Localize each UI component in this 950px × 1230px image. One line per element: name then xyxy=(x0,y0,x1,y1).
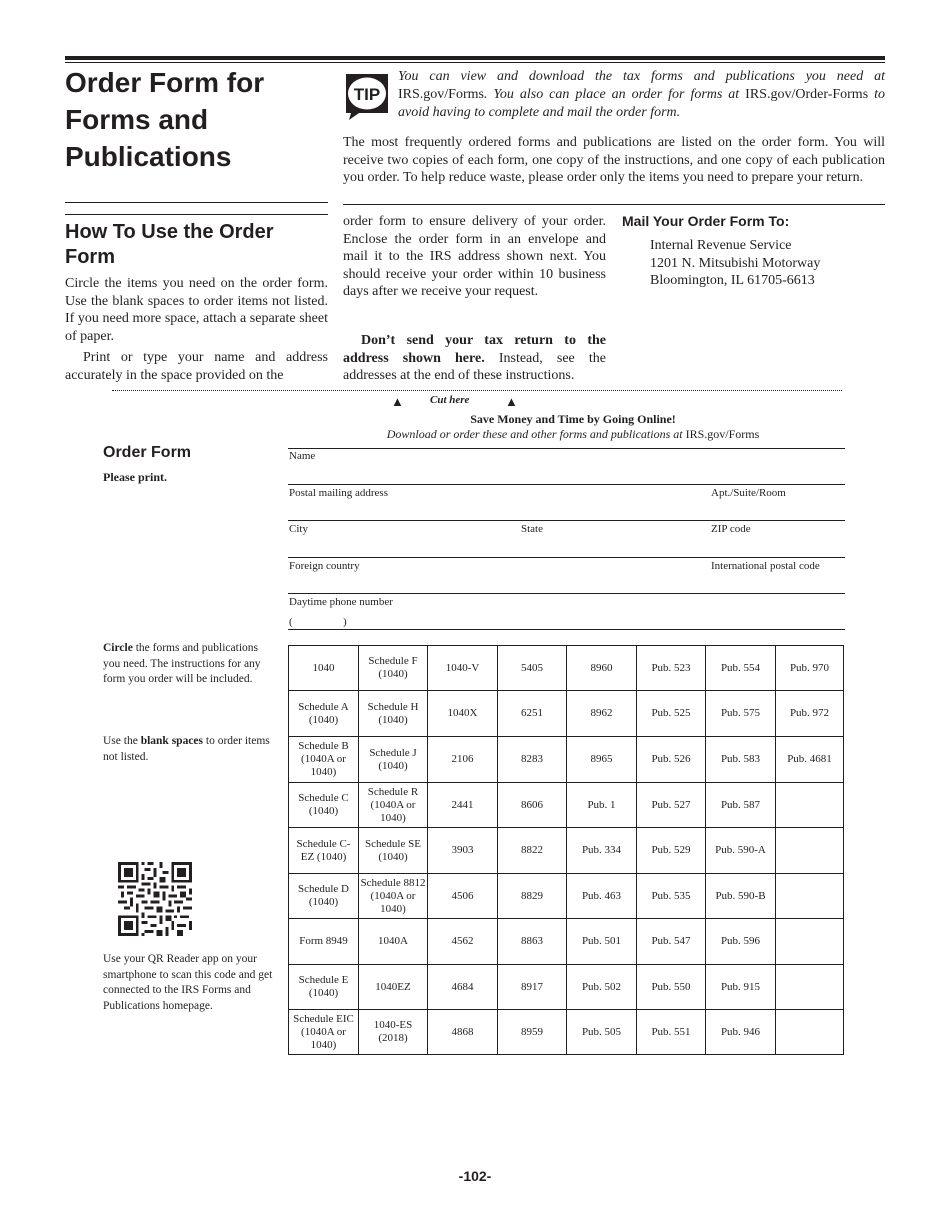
table-row xyxy=(289,919,844,965)
blank-pre: Use the xyxy=(103,735,141,747)
order-item-cell[interactable]: Schedule SE (1040) xyxy=(359,828,428,874)
table-row xyxy=(289,1010,844,1055)
state-label: State xyxy=(521,523,543,535)
order-item-cell[interactable]: Pub. 334 xyxy=(567,828,637,874)
title-divider xyxy=(65,202,328,203)
order-item-cell[interactable]: Schedule C-EZ (1040) xyxy=(289,828,359,874)
qr-code-icon[interactable] xyxy=(118,862,192,936)
order-item-cell[interactable]: 1040X xyxy=(428,691,498,737)
order-item-cell[interactable]: Pub. 946 xyxy=(706,1010,776,1055)
page-number: -102- xyxy=(458,1168,492,1184)
order-item-cell[interactable]: 8965 xyxy=(567,737,637,783)
order-item-cell[interactable]: Pub. 463 xyxy=(567,874,637,919)
city-field[interactable] xyxy=(288,557,845,558)
table-row xyxy=(289,646,844,691)
tip-label: TIP xyxy=(353,85,381,104)
please-print-label: Please print. xyxy=(103,470,167,484)
order-item-cell[interactable]: Pub. 547 xyxy=(637,919,706,965)
order-item-cell[interactable]: 1040A xyxy=(359,919,428,965)
order-item-cell[interactable]: 8917 xyxy=(498,965,567,1010)
name-top-rule xyxy=(288,448,845,449)
country-label: Foreign country xyxy=(289,560,360,572)
save-online-url[interactable]: IRS.gov/Forms xyxy=(685,427,760,441)
order-item-cell[interactable]: Pub. 596 xyxy=(706,919,776,965)
intro-paragraph: The most frequently ordered forms and publications are listed on the order form. You will receive two copies of each form, one copy of the instructions, and one copy of each publication you order. To help reduce waste, please order only the items you need to prepare your return. xyxy=(343,135,885,185)
howto-divider xyxy=(65,214,328,215)
table-row xyxy=(289,737,844,783)
order-item-cell[interactable] xyxy=(776,965,844,1010)
circle-bold: Circle xyxy=(103,642,133,654)
order-item-cell[interactable]: Pub. 551 xyxy=(637,1010,706,1055)
table-row xyxy=(289,828,844,874)
mail-address xyxy=(650,237,820,290)
phone-field[interactable] xyxy=(288,629,845,630)
name-field[interactable] xyxy=(288,484,845,485)
circle-rest: the forms and publications you need. The instructions for any form you order will be included. xyxy=(103,642,261,685)
order-item-cell[interactable]: Pub. 501 xyxy=(567,919,637,965)
phone-paren-close: ) xyxy=(343,616,347,628)
order-item-cell[interactable]: Pub. 550 xyxy=(637,965,706,1010)
order-item-cell[interactable]: 1040-V xyxy=(428,646,498,691)
order-item-cell[interactable]: 1040 xyxy=(289,646,359,691)
blank-rest: to order items not listed. xyxy=(103,735,270,763)
order-item-cell[interactable]: 6251 xyxy=(498,691,567,737)
order-item-cell[interactable]: Schedule B (1040A or 1040) xyxy=(289,737,359,783)
order-item-cell[interactable]: Schedule J (1040) xyxy=(359,737,428,783)
order-item-cell[interactable]: Pub. 915 xyxy=(706,965,776,1010)
tip-italic-1: You can view and download the tax forms and publications you need at xyxy=(398,69,885,84)
order-item-cell[interactable]: Pub. 1 xyxy=(567,783,637,828)
name-label: Name xyxy=(289,450,316,462)
save-online-italic: Download or order these and other forms and publications at xyxy=(386,427,683,441)
tip-italic-3: to avoid having to complete and mail the order form. xyxy=(398,87,886,120)
order-item-cell[interactable]: Pub. 590-A xyxy=(706,828,776,874)
order-item-cell[interactable]: 5405 xyxy=(498,646,567,691)
order-item-cell[interactable]: Schedule F (1040) xyxy=(359,646,428,691)
circle-instruction xyxy=(103,641,278,688)
order-item-cell[interactable]: 8606 xyxy=(498,783,567,828)
order-item-cell[interactable]: Pub. 583 xyxy=(706,737,776,783)
order-item-cell[interactable]: Pub. 527 xyxy=(637,783,706,828)
phone-label: Daytime phone number xyxy=(289,596,393,608)
cut-label: Cut here xyxy=(430,394,470,406)
order-item-cell[interactable]: 8959 xyxy=(498,1010,567,1055)
order-item-cell[interactable]: Pub. 505 xyxy=(567,1010,637,1055)
intro-divider xyxy=(343,204,885,205)
apt-label: Apt./Suite/Room xyxy=(711,487,786,499)
order-form-heading: Order Form xyxy=(103,444,192,461)
top-rule-thin xyxy=(65,62,885,63)
order-item-cell[interactable]: 2106 xyxy=(428,737,498,783)
order-item-cell[interactable]: 8960 xyxy=(567,646,637,691)
order-item-cell[interactable]: Schedule EIC (1040A or 1040) xyxy=(289,1010,359,1055)
mail-address-line-3: Bloomington, IL 61705-6613 xyxy=(650,273,815,288)
save-online-subtitle xyxy=(288,427,858,442)
phone-paren-open: ( xyxy=(289,616,293,628)
tip-text xyxy=(398,68,885,122)
address-label: Postal mailing address xyxy=(289,487,388,499)
order-item-cell[interactable]: Pub. 970 xyxy=(776,646,844,691)
zip-label: ZIP code xyxy=(711,523,751,535)
intl-postal-label: International postal code xyxy=(711,560,820,572)
order-item-cell[interactable]: Pub. 523 xyxy=(637,646,706,691)
howto-paragraph-2: Print or type your name and address accurately in the space provided on the xyxy=(65,350,328,383)
save-online-title: Save Money and Time by Going Online! xyxy=(470,412,676,426)
order-item-cell[interactable]: Schedule C (1040) xyxy=(289,783,359,828)
order-item-cell[interactable]: Schedule E (1040) xyxy=(289,965,359,1010)
order-item-cell[interactable]: Pub. 525 xyxy=(637,691,706,737)
order-item-cell[interactable]: Schedule R (1040A or 1040) xyxy=(359,783,428,828)
blank-bold: blank spaces xyxy=(140,735,203,747)
order-item-cell[interactable]: Pub. 554 xyxy=(706,646,776,691)
order-item-cell[interactable]: Pub. 972 xyxy=(776,691,844,737)
qr-instruction: Use your QR Reader app on your smartphone to scan this code and get connected to the IRS Forms and Publications homepage. xyxy=(103,953,273,1012)
blank-spaces-instruction xyxy=(103,734,278,765)
tip-url-forms[interactable]: IRS.gov/Forms xyxy=(398,87,484,102)
table-row xyxy=(289,783,844,828)
cut-arrow-right-icon: ▲ xyxy=(505,394,518,409)
order-item-cell[interactable]: 1040EZ xyxy=(359,965,428,1010)
tip-italic-2: . You also can place an order for forms at xyxy=(483,87,740,102)
order-item-cell[interactable]: 4506 xyxy=(428,874,498,919)
order-item-cell[interactable]: Schedule 8812 (1040A or 1040) xyxy=(359,874,428,919)
order-item-cell[interactable]: Pub. 587 xyxy=(706,783,776,828)
order-item-cell[interactable]: 2441 xyxy=(428,783,498,828)
order-item-cell[interactable]: 8822 xyxy=(498,828,567,874)
order-item-cell[interactable]: Pub. 502 xyxy=(567,965,637,1010)
order-item-cell[interactable]: 8962 xyxy=(567,691,637,737)
order-item-cell[interactable] xyxy=(776,828,844,874)
page-title: Order Form for Forms and Publications xyxy=(65,67,265,172)
table-row xyxy=(289,965,844,1010)
order-item-cell[interactable]: 4684 xyxy=(428,965,498,1010)
order-item-cell[interactable] xyxy=(776,1010,844,1055)
order-item-cell[interactable] xyxy=(776,874,844,919)
order-item-cell[interactable]: 8829 xyxy=(498,874,567,919)
order-item-cell[interactable]: Schedule H (1040) xyxy=(359,691,428,737)
order-item-cell[interactable]: Pub. 529 xyxy=(637,828,706,874)
tip-icon xyxy=(343,71,391,121)
howto-paragraph-1: Circle the items you need on the order form. Use the blank spaces to order items not listed. If you need more space, attach a separate sheet of paper. xyxy=(65,276,328,344)
order-item-cell[interactable]: Form 8949 xyxy=(289,919,359,965)
order-item-cell[interactable]: 3903 xyxy=(428,828,498,874)
city-label: City xyxy=(289,523,308,535)
order-item-cell[interactable]: Pub. 4681 xyxy=(776,737,844,783)
order-item-cell[interactable]: Schedule A (1040) xyxy=(289,691,359,737)
howto-paragraph-3: order form to ensure delivery of your order. Enclose the order form in an envelope and mail it to the IRS address shown next. You should receive your order within 10 business days after we receive your request. xyxy=(343,214,606,299)
howto-paragraph-4 xyxy=(343,332,606,385)
address-field[interactable] xyxy=(288,520,845,521)
order-item-cell[interactable] xyxy=(776,919,844,965)
howto-heading: How To Use the Order Form xyxy=(65,221,274,268)
top-rule xyxy=(65,56,885,60)
mail-address-line-2: 1201 N. Mitsubishi Motorway xyxy=(650,255,821,271)
order-item-cell[interactable]: 8863 xyxy=(498,919,567,965)
order-item-cell[interactable]: 4562 xyxy=(428,919,498,965)
country-field[interactable] xyxy=(288,593,845,594)
order-item-cell[interactable]: Pub. 575 xyxy=(706,691,776,737)
tip-url-order-forms[interactable]: IRS.gov/Order-Forms xyxy=(745,87,869,102)
cut-line xyxy=(112,390,842,391)
order-item-cell[interactable]: Schedule D (1040) xyxy=(289,874,359,919)
order-item-cell[interactable]: Pub. 526 xyxy=(637,737,706,783)
order-item-cell[interactable] xyxy=(776,783,844,828)
cut-arrow-left-icon: ▲ xyxy=(391,394,404,409)
order-item-cell[interactable]: Pub. 590-B xyxy=(706,874,776,919)
warning-rest: Instead, see the addresses at the end of these instructions. xyxy=(343,350,606,383)
table-row xyxy=(289,874,844,919)
order-item-cell[interactable]: 8283 xyxy=(498,737,567,783)
mail-address-line-1: Internal Revenue Service xyxy=(650,238,792,253)
table-row xyxy=(289,691,844,737)
mail-heading: Mail Your Order Form To: xyxy=(622,213,790,229)
order-item-cell[interactable]: 4868 xyxy=(428,1010,498,1055)
order-item-cell[interactable]: Pub. 535 xyxy=(637,874,706,919)
order-item-cell[interactable]: 1040-ES (2018) xyxy=(359,1010,428,1055)
order-items-table xyxy=(288,645,844,1055)
warning-bold: Don’t send your tax return to the address shown here. xyxy=(343,333,606,366)
